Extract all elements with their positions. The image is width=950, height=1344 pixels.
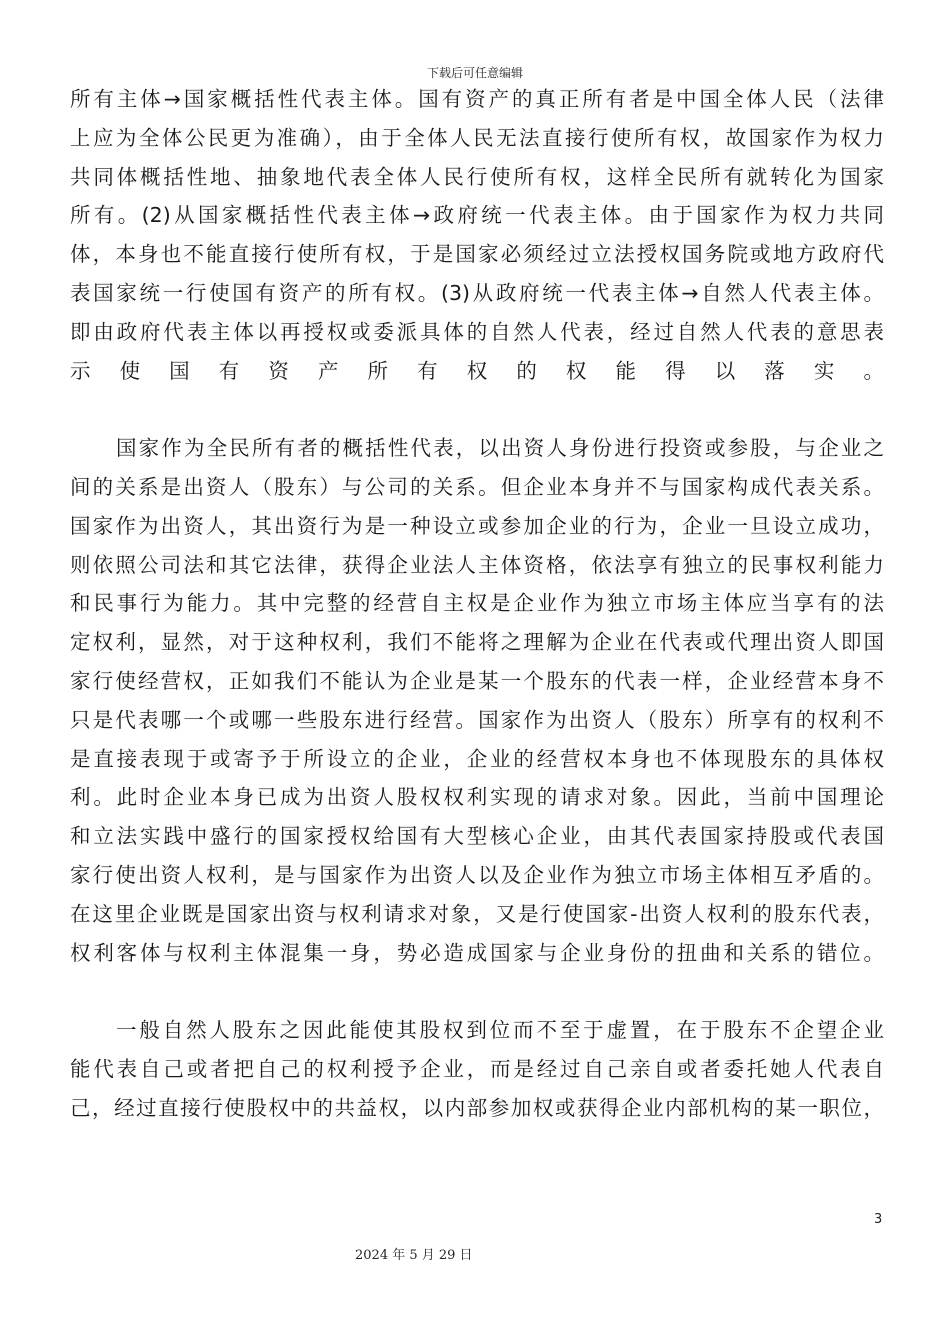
text-line: 所有。(2)从国家概括性代表主体→政府统一代表主体。由于国家作为权力共同 [70, 203, 884, 228]
text-line: 在这里企业既是国家出资与权利请求对象，又是行使国家-出资人权利的股东代表， [70, 901, 884, 926]
text-line: 家行使出资人权利，是与国家作为出资人以及企业作为独立市场主体相互矛盾的。 [70, 862, 884, 887]
text-line: 一般自然人股东之因此能使其股权到位而不至于虚置，在于股东不企望企业 [116, 1018, 884, 1043]
text-line: 所有主体→国家概括性代表主体。国有资产的真正所有者是中国全体人民（法律 [70, 87, 884, 111]
paragraph-gap [70, 972, 884, 1011]
text-line: 共同体概括性地、抽象地代表全体人民行使所有权，这样全民所有就转化为国家 [70, 164, 884, 189]
text-line: 即由政府代表主体以再授权或委派具体的自然人代表，经过自然人代表的意思表 [70, 319, 884, 344]
text-line: 则依照公司法和其它法律，获得企业法人主体资格，依法享有独立的民事权利能力 [70, 552, 884, 577]
footer-date: 2024 年 5 月 29 日 [355, 1248, 473, 1263]
text-line: 权利客体与权利主体混集一身，势必造成国家与企业身份的扭曲和关系的错位。 [70, 940, 884, 965]
text-line: 表国家统一行使国有资产的所有权。(3)从政府统一代表主体→自然人代表主体。 [70, 280, 884, 305]
text-line: 国家作为出资人，其出资行为是一种设立或参加企业的行为，企业一旦设立成功， [70, 513, 884, 538]
page-number: 3 [874, 1212, 883, 1227]
text-line: 利。此时企业本身已成为出资人股权权利实现的请求对象。因此，当前中国理论 [70, 785, 884, 810]
paragraph-2 [70, 429, 884, 972]
text-line: 体，本身也不能直接行使所有权，于是国家必须经过立法授权国务院或地方政府代 [70, 242, 884, 267]
paragraph-gap [70, 390, 884, 429]
text-line: 己，经过直接行使股权中的共益权，以内部参加权或获得企业内部机构的某一职位， [70, 1095, 884, 1120]
text-line: 能代表自己或者把自己的权利授予企业，而是经过自己亲自或者委托她人代表自 [70, 1056, 884, 1081]
text-line: 家行使经营权，正如我们不能认为企业是某一个股东的代表一样，企业经营本身不 [70, 668, 884, 693]
download-note: 下载后可任意编辑 [426, 66, 523, 80]
body-text [70, 80, 884, 1128]
text-line: 定权利，显然，对于这种权利，我们不能将之理解为企业在代表或代理出资人即国 [70, 630, 884, 655]
text-line: 间的关系是出资人（股东）与公司的关系。但企业本身并不与国家构成代表关系。 [70, 474, 884, 499]
text-line: 和民事行为能力。其中完整的经营自主权是企业作为独立市场主体应当享有的法 [70, 591, 884, 616]
text-line: 上应为全体公民更为准确），由于全体人民无法直接行使所有权，故国家作为权力 [70, 125, 884, 150]
paragraph-3 [70, 1011, 884, 1127]
text-line: 是直接表现于或寄予于所设立的企业，企业的经营权本身也不体现股东的具体权 [70, 746, 884, 771]
text-line: 国家作为全民所有者的概括性代表，以出资人身份进行投资或参股，与企业之 [116, 436, 884, 461]
paragraph-1 [70, 80, 884, 390]
text-line: 示使国有资产所有权的权能得以落实。 [70, 358, 884, 383]
text-line: 只是代表哪一个或哪一些股东进行经营。国家作为出资人（股东）所享有的权利不 [70, 707, 884, 732]
text-line: 和立法实践中盛行的国家授权给国有大型核心企业，由其代表国家持股或代表国 [70, 824, 884, 849]
